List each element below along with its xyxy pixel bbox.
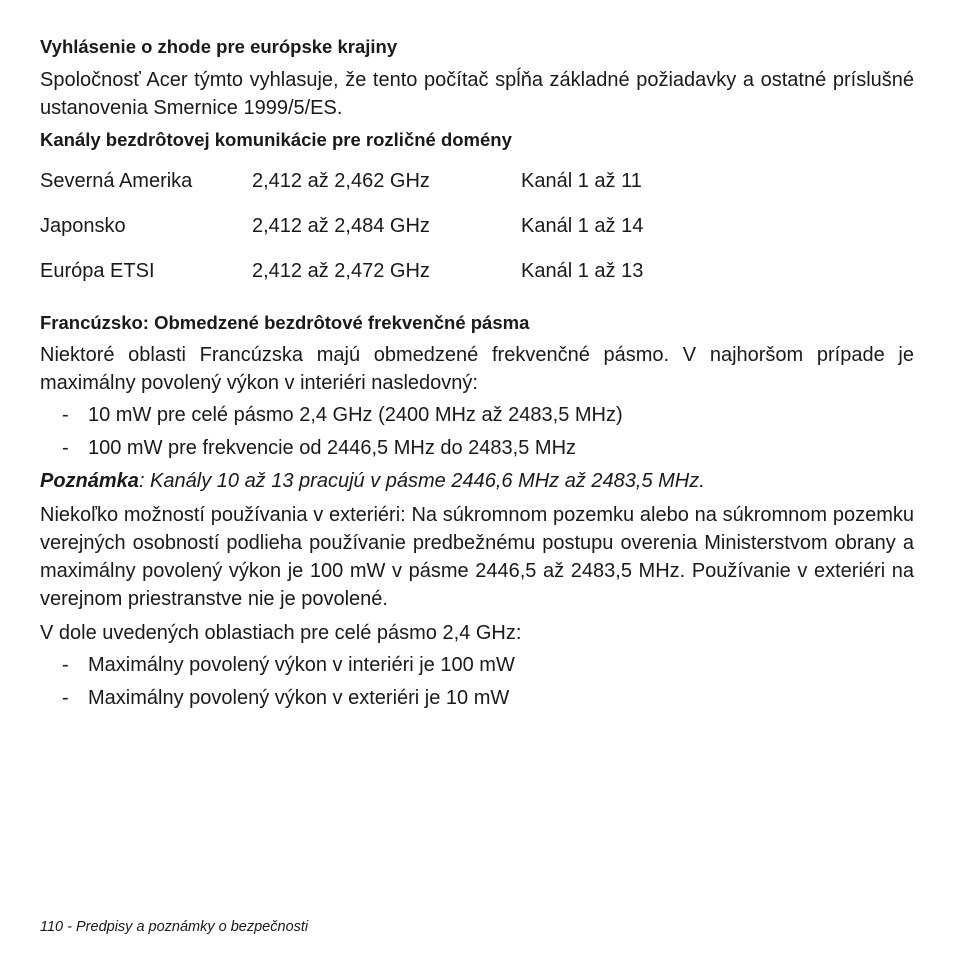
channel-region: Severná Amerika	[40, 170, 193, 192]
list-item-text: Maximálny povolený výkon v exteriéri je 10 mW	[88, 687, 510, 709]
channel-row-north-america	[40, 167, 914, 212]
channel-range: Kanál 1 až 11	[521, 170, 642, 192]
dash-marker: -	[62, 687, 69, 709]
channel-row-japan	[40, 212, 914, 257]
dash-marker: -	[62, 654, 69, 676]
channel-frequency: 2,412 až 2,462 GHz	[252, 170, 430, 192]
note-label: Poznámka	[40, 470, 139, 492]
note	[40, 467, 914, 495]
eu-declaration-text: Spoločnosť Acer týmto vyhlasuje, že tento počítač spĺňa základné požiadavky a ostatné príslušné ustanovenia Smernice 1999/5/ES.	[40, 69, 914, 119]
channels-heading: Kanály bezdrôtovej komunikácie pre rozličné domény	[40, 129, 512, 150]
channel-region: Japonsko	[40, 215, 126, 237]
dash-marker: -	[62, 437, 69, 459]
list-item-text: Maximálny povolený výkon v interiéri je 100 mW	[88, 654, 515, 676]
list-item	[40, 651, 914, 679]
eu-declaration-heading: Vyhlásenie o zhode pre európske krajiny	[40, 36, 398, 57]
areas-list	[40, 651, 914, 712]
note-text: : Kanály 10 až 13 pracujú v pásme 2446,6 MHz až 2483,5 MHz.	[138, 470, 705, 492]
france-heading: Francúzsko: Obmedzené bezdrôtové frekvenčné pásma	[40, 312, 530, 333]
channel-frequency: 2,412 až 2,484 GHz	[252, 215, 430, 237]
channel-range: Kanál 1 až 13	[521, 260, 644, 282]
list-item	[40, 401, 914, 429]
list-item-text: 100 mW pre frekvencie od 2446,5 MHz do 2483,5 MHz	[88, 437, 577, 459]
list-item-text: 10 mW pre celé pásmo 2,4 GHz (2400 MHz až 2483,5 MHz)	[88, 404, 623, 426]
channels-table	[40, 167, 914, 302]
list-item	[40, 434, 914, 462]
channel-row-europe	[40, 257, 914, 302]
areas-intro: V dole uvedených oblastiach pre celé pásmo 2,4 GHz:	[40, 622, 522, 644]
channel-region: Európa ETSI	[40, 260, 155, 282]
document-page	[40, 34, 914, 717]
channel-range: Kanál 1 až 14	[521, 215, 644, 237]
france-intro: Niektoré oblasti Francúzska majú obmedzené frekvenčné pásmo. V najhoršom prípade je maximálny povolený výkon v interiéri nasledovný:	[40, 344, 914, 394]
page-footer: 110 - Predpisy a poznámky o bezpečnosti	[40, 919, 309, 935]
list-item	[40, 684, 914, 712]
channel-frequency: 2,412 až 2,472 GHz	[252, 260, 430, 282]
outdoor-text: Niekoľko možností používania v exteriéri: Na súkromnom pozemku alebo na súkromnom pozemku verejných osobností podlieha používanie predbežnému postupu overenia Ministerstvom obrany a maximálny povolený výkon je 100 mW v pásme 2446,5 až 2483,5 MHz. Používanie v exteriéri na verejnom priestranstve nie je povolené.	[40, 504, 914, 610]
france-indoor-list	[40, 401, 914, 462]
dash-marker: -	[62, 404, 69, 426]
